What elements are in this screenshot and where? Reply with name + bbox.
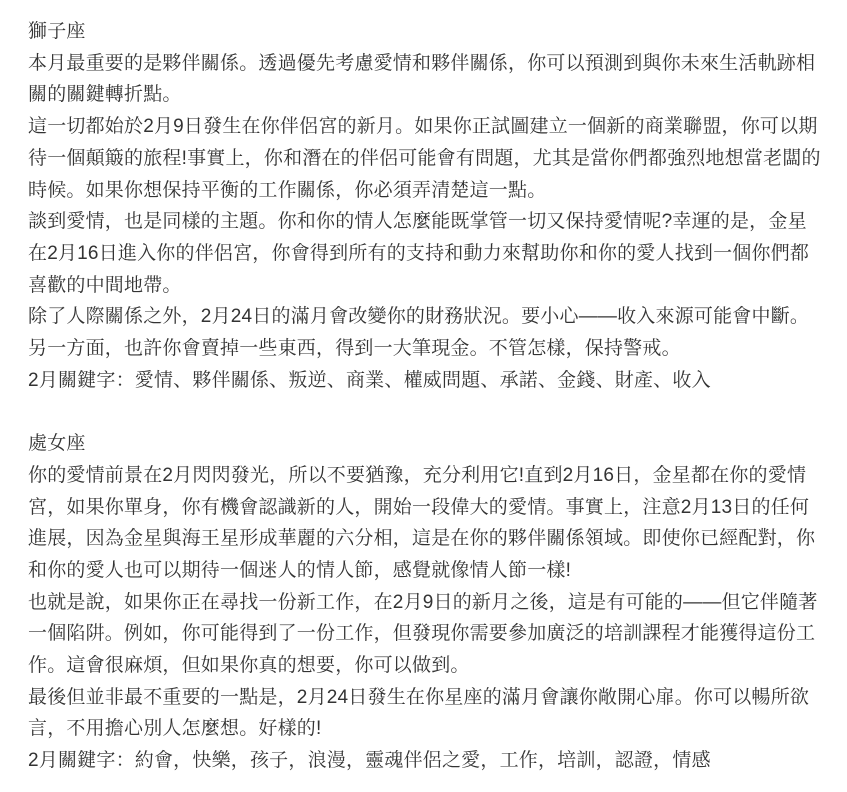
virgo-paragraph-full-moon: 最後但並非最不重要的一點是，2月24日發生在你星座的滿月會讓你敞開心扉。你可以暢所欲言，不用擔心別人怎麼想。好樣的! (28, 686, 810, 740)
leo-paragraph-new-moon: 這一切都始於2月9日發生在你伴侶宮的新月。如果你正試圖建立一個新的商業聯盟，你可以期待一個顛簸的旅程!事實上，你和潛在的伴侶可能會有問題，尤其是當你們都強烈地想當老闆的時候。如果你想保持平衡的工作關係，你必須弄清楚這一點。 (28, 116, 821, 201)
virgo-keywords-line: 2月關鍵字：約會，快樂，孩子，浪漫，靈魂伴侶之愛，工作，培訓，認證，情感 (28, 750, 711, 772)
section-leo (28, 16, 821, 396)
section-virgo (28, 428, 821, 777)
leo-keywords-line: 2月關鍵字：愛情、夥伴關係、叛逆、商業、權威問題、承諾、金錢、財產、收入 (28, 369, 711, 391)
leo-paragraph-full-moon-finance: 除了人際關係之外，2月24日的滿月會改變你的財務狀況。要小心——收入來源可能會中斷。另一方面，也許你會賣掉一些東西，得到一大筆現金。不管怎樣，保持警戒。 (28, 306, 810, 360)
leo-paragraph-love: 談到愛情，也是同樣的主題。你和你的情人怎麼能既掌管一切又保持愛情呢?幸運的是，金星在2月16日進入你的伴侶宮，你會得到所有的支持和動力來幫助你和你的愛人找到一個你們都喜歡的中間地帶。 (28, 211, 810, 296)
virgo-paragraph-work: 也就是說，如果你正在尋找一份新工作，在2月9日的新月之後，這是有可能的——但它伴隨著一個陷阱。例如，你可能得到了一份工作，但發現你需要參加廣泛的培訓課程才能獲得這份工作。這會很麻煩，但如果你真的想要，你可以做到。 (28, 591, 818, 677)
virgo-paragraph-love: 你的愛情前景在2月閃閃發光，所以不要猶豫，充分利用它!直到2月16日，金星都在你的愛情宮，如果你單身，你有機會認識新的人，開始一段偉大的愛情。事實上，注意2月13日的任何進展，因為金星與海王星形成華麗的六分相，這是在你的夥伴關係領域。即使你已經配對，你和你的愛人也可以期待一個迷人的情人節，感覺就像情人節一樣! (28, 464, 816, 581)
leo-section-title: 獅子座 (28, 21, 86, 42)
leo-paragraph-overview: 本月最重要的是夥伴關係。透過優先考慮愛情和夥伴關係，你可以預測到與你未來生活軌跡相關的關鍵轉折點。 (28, 52, 816, 106)
section-spacer (28, 396, 821, 428)
virgo-section-title: 處女座 (28, 433, 86, 455)
